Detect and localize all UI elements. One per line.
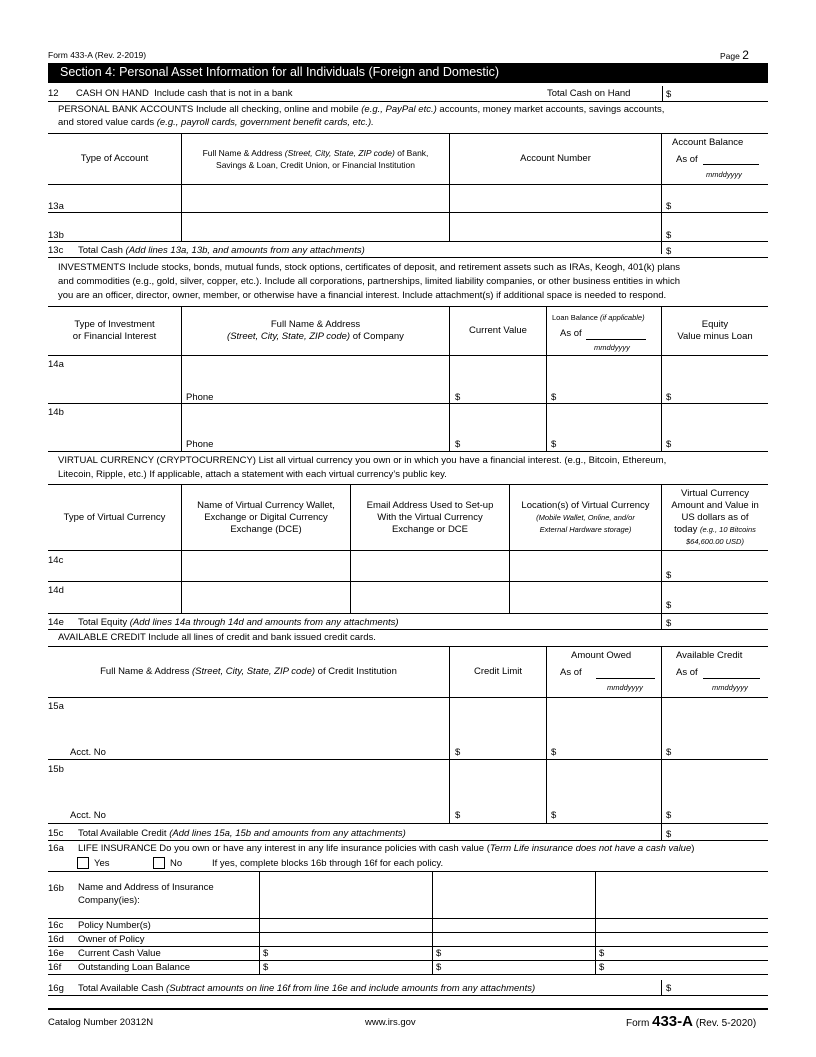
dollar-sign: $ — [666, 201, 672, 212]
date-format-hint: mmddyyyy — [607, 683, 643, 692]
cash-on-hand-field[interactable] — [670, 86, 768, 101]
line-14e-label: Total Equity (Add lines 14a through 14d and amounts from any attachments) — [78, 617, 399, 628]
dollar-sign: $ — [551, 810, 557, 821]
no-checkbox[interactable] — [153, 857, 165, 869]
page-num: 2 — [742, 48, 749, 62]
dollar-sign: $ — [599, 962, 605, 973]
invest-intro-3: you are an officer, director, owner, member, or otherwise have a financial interest. Include attachment(s) if additional space is needed to respond. — [58, 290, 667, 301]
line-13c-num: 13c — [48, 245, 64, 256]
irs-url[interactable]: www.irs.gov — [365, 1017, 416, 1028]
line-16f-label: Outstanding Loan Balance — [78, 962, 190, 973]
yes-label: Yes — [94, 858, 110, 869]
date-format-hint: mmddyyyy — [706, 170, 742, 179]
dollar-sign: $ — [666, 983, 672, 994]
row-15b-num: 15b — [48, 764, 64, 775]
dollar-sign: $ — [551, 747, 557, 758]
col-type-of-investment: Type of Investment or Financial Interest — [72, 319, 157, 342]
line-16a-num: 16a — [48, 843, 64, 854]
row-14d-num: 14d — [48, 585, 64, 596]
row-13b-num: 13b — [48, 230, 64, 241]
credit-intro: AVAILABLE CREDIT Include all lines of credit and bank issued credit cards. — [58, 632, 376, 643]
line-13c-label: Total Cash (Add lines 13a, 13b, and amounts from any attachments) — [78, 245, 365, 256]
col-company-name-address: Full Name & Address (Street, City, State, ZIP code) of Company — [227, 319, 404, 342]
line-16e-num: 16e — [48, 948, 64, 959]
phone-label: Phone — [186, 392, 214, 403]
dollar-sign: $ — [599, 948, 605, 959]
page-label: Page — [720, 51, 740, 61]
dollar-sign: $ — [666, 747, 672, 758]
form-footer-id: Form 433-A (Rev. 5-2020) — [626, 1013, 757, 1030]
bank-intro: PERSONAL BANK ACCOUNTS Include all checking, online and mobile (e.g., PayPal etc.) accounts, money market accounts, savings accounts, — [58, 104, 665, 115]
col-account-balance: Account Balance — [672, 137, 744, 148]
dollar-sign: $ — [666, 246, 672, 257]
invest-intro-2: and commodities (e.g., gold, silver, copper, etc.). Include all corporations, partnerships, limited liability companies, or other business entities in which — [58, 276, 681, 287]
dollar-sign: $ — [666, 829, 672, 840]
row-14c-num: 14c — [48, 555, 64, 566]
col-wallet-name: Name of Virtual Currency Wallet, Exchange or Digital Currency Exchange (DCE) — [197, 499, 335, 535]
dollar-sign: $ — [551, 439, 557, 450]
col-available-credit: Available Credit — [676, 650, 743, 661]
as-of-label: As of — [560, 667, 582, 678]
dollar-sign: $ — [455, 747, 461, 758]
dollar-sign: $ — [436, 962, 442, 973]
line-16d-num: 16d — [48, 934, 64, 945]
row-13a-account-field[interactable] — [450, 185, 661, 212]
row-13a-num: 13a — [48, 201, 64, 212]
row-14b-num: 14b — [48, 407, 64, 418]
dollar-sign: $ — [666, 392, 672, 403]
dollar-sign: $ — [666, 810, 672, 821]
yes-checkbox[interactable] — [77, 857, 89, 869]
acct-no-label: Acct. No — [70, 747, 106, 758]
section-header — [48, 63, 768, 83]
line-16f-num: 16f — [48, 962, 62, 973]
col-virtual-currency-amount: Virtual Currency Amount and Value in US dollars as of today (e.g., 10 Bitcoins $64,600.00 USD) — [671, 487, 759, 546]
dollar-sign: $ — [666, 600, 672, 611]
col-credit-limit: Credit Limit — [473, 666, 523, 677]
dollar-sign: $ — [455, 392, 461, 403]
dollar-sign: $ — [436, 948, 442, 959]
form-id: Form 433-A (Rev. 2-2019) — [48, 50, 147, 60]
line-14e-num: 14e — [48, 617, 64, 628]
date-format-hint: mmddyyyy — [594, 343, 630, 352]
dollar-sign: $ — [551, 392, 557, 403]
bank-intro-2: and stored value cards (e.g., payroll cards, government benefit cards, etc.). — [58, 117, 374, 128]
as-of-label: As of — [676, 667, 698, 678]
col-current-value: Current Value — [469, 325, 527, 336]
section-title: Section 4: Personal Asset Information for all Individuals (Foreign and Domestic) — [60, 65, 500, 79]
line-16a-label: LIFE INSURANCE Do you own or have any interest in any life insurance policies with cash value (Term Life insurance does not have a cash value) — [78, 843, 695, 854]
col-email-address: Email Address Used to Set-up With the Virtual Currency Exchange or DCE — [366, 499, 494, 535]
row-14a-num: 14a — [48, 359, 64, 370]
dollar-sign: $ — [666, 570, 672, 581]
catalog-number: Catalog Number 20312N — [48, 1017, 154, 1028]
no-label: No — [170, 858, 183, 869]
line-12-num: 12 — [48, 88, 59, 99]
as-of-label: As of — [676, 154, 698, 165]
line-12-label: CASH ON HAND Include cash that is not in a bank — [76, 88, 293, 99]
col-type-of-virtual-currency: Type of Virtual Currency — [63, 511, 166, 523]
dollar-sign: $ — [666, 89, 672, 100]
col-credit-institution: Full Name & Address (Street, City, State, ZIP code) of Credit Institution — [100, 666, 397, 677]
col-location: Location(s) of Virtual Currency (Mobile Wallet, Online, and/or External Hardware storage) — [521, 499, 650, 534]
dollar-sign: $ — [666, 618, 672, 629]
line-16b-label: Name and Address of Insurance Company(ies): — [78, 882, 214, 906]
col-equity: Equity Value minus Loan — [677, 319, 753, 342]
line-15c-num: 15c — [48, 828, 64, 839]
phone-label: Phone — [186, 439, 214, 450]
col-type-of-account: Type of Account — [80, 153, 149, 164]
line-16d-label: Owner of Policy — [78, 934, 145, 945]
line-16e-label: Current Cash Value — [78, 948, 161, 959]
invest-intro-1: INVESTMENTS Include stocks, bonds, mutual funds, stock options, certificates of deposit, and retirement assets such as IRAs, Keogh, 401(k) plans — [58, 262, 681, 273]
row-15a-num: 15a — [48, 701, 64, 712]
col-loan-balance: Loan Balance (if applicable) — [552, 313, 645, 322]
as-of-label: As of — [560, 328, 582, 339]
line-16g-label: Total Available Cash (Subtract amounts on line 16f from line 16e and include amounts from any attachments) — [78, 983, 536, 994]
acct-no-label: Acct. No — [70, 810, 106, 821]
page-number — [720, 48, 749, 62]
dollar-sign: $ — [263, 962, 269, 973]
dollar-sign: $ — [666, 439, 672, 450]
row-13b-bank-field[interactable] — [182, 213, 449, 241]
date-format-hint: mmddyyyy — [712, 683, 748, 692]
crypto-intro-2: Litecoin, Ripple, etc.) If applicable, attach a statement with each virtual currency’s public key. — [58, 469, 447, 480]
crypto-intro-1: VIRTUAL CURRENCY (CRYPTOCURRENCY) List all virtual currency you own or in which you have a financial interest. (e.g., Bitcoin, Ethereum, — [58, 455, 667, 466]
dollar-sign: $ — [666, 230, 672, 241]
col-bank-name-address: Full Name & Address (Street, City, State, ZIP code) of Bank, Savings & Loan, Credit Union, or Financial Institution — [202, 148, 429, 170]
dollar-sign: $ — [263, 948, 269, 959]
line-16c-label: Policy Number(s) — [78, 920, 151, 931]
dollar-sign: $ — [455, 439, 461, 450]
line-15c-label: Total Available Credit (Add lines 15a, 15b and amounts from any attachments) — [78, 828, 406, 839]
dollar-sign: $ — [455, 810, 461, 821]
line-16g-num: 16g — [48, 983, 64, 994]
line-16b-num: 16b — [48, 883, 64, 894]
col-amount-owed: Amount Owed — [571, 650, 632, 661]
line-16a-note: If yes, complete blocks 16b through 16f for each policy. — [212, 858, 444, 869]
col-account-number: Account Number — [520, 153, 591, 164]
line-16c-num: 16c — [48, 920, 64, 931]
total-cash-on-hand-label: Total Cash on Hand — [547, 88, 631, 99]
row-13a-bank-field[interactable] — [182, 185, 449, 212]
